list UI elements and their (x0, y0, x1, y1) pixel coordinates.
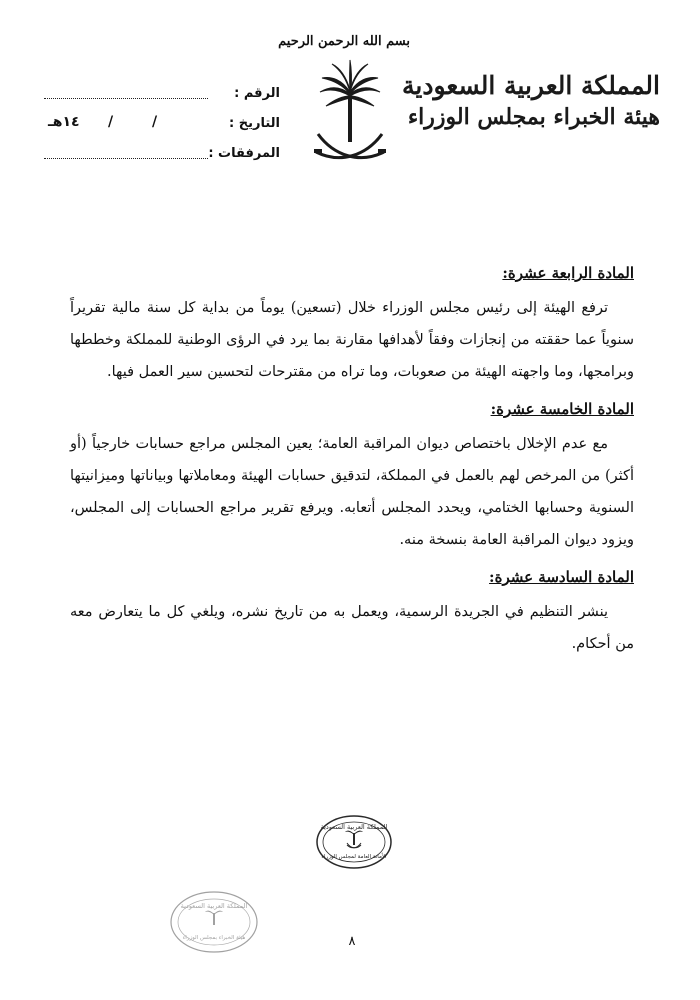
ref-label: الرقم : (234, 86, 280, 101)
official-stamp (314, 812, 394, 872)
palm-swords-emblem-icon (310, 56, 390, 174)
date-separator: / (108, 114, 114, 130)
faint-stamp-text-bottom: هيئة الخبراء بمجلس الوزراء (182, 935, 246, 941)
ref-row (40, 82, 280, 112)
article-15 (70, 398, 634, 556)
attachments-row (40, 142, 280, 172)
letterhead-emblem (278, 32, 410, 182)
date-separator: / (152, 114, 158, 130)
article-heading: المادة الرابعة عشرة: (502, 264, 634, 282)
letterhead-meta (40, 82, 280, 172)
article-heading: المادة الخامسة عشرة: (490, 400, 634, 418)
faint-stamp-emblem-icon (205, 911, 223, 925)
document-body (70, 262, 634, 670)
article-text: مع عدم الإخلال باختصاص ديوان المراقبة العامة؛ يعين المجلس مراجع حسابات خارجياً (أو أكثر) من المرخص لهم بالعمل في المملكة، لتدقيق حسابات الهيئة ومعاملاتها وبياناتها وميزانيتها السنوية وحسابها الختامي، ويحدد المجلس أتعابه. ويرفع تقرير مراجع الحسابات إلى المجلس، ويزود ديوان المراقبة العامة بنسخة منه. (70, 436, 634, 548)
article-text: ترفع الهيئة إلى رئيس مجلس الوزراء خلال (تسعين) يوماً من بداية كل سنة مالية تقريراً سنوياً عما حققته من إنجازات وفقاً لأهدافها مقارنة بما يرد في الرؤى الوطنية للمملكة وخططها وبرامجها، وما واجهته الهيئة من صعوبات، وما تراه من مقترحات لتحسين سير العمل فيها. (70, 300, 634, 380)
date-year-suffix: ١٤هـ (48, 114, 80, 130)
article-14 (70, 262, 634, 388)
stamp-emblem-icon (345, 831, 363, 848)
org-name-kingdom: المملكة العربية السعودية (401, 71, 660, 100)
attachments-line (44, 158, 208, 159)
stamp-text-top: المملكة العربية السعودية (320, 823, 388, 831)
ref-line (44, 98, 208, 99)
article-16 (70, 566, 634, 660)
letterhead-organization (401, 70, 660, 132)
basmala: بسم الله الرحمن الرحيم (278, 34, 410, 49)
article-text: ينشر التنظيم في الجريدة الرسمية، ويعمل به من تاريخ نشره، ويلغي كل ما يتعارض معه من أحكام. (70, 604, 634, 652)
faint-stamp (168, 886, 260, 958)
date-row (40, 112, 280, 142)
stamp-text-bottom: الأمانة العامة لمجلس الوزراء (321, 854, 387, 860)
attachments-label: المرفقات : (208, 146, 280, 161)
date-label: التاريخ : (229, 116, 280, 131)
page-number: ٨ (348, 934, 356, 949)
faint-stamp-text-top: المملكة العربية السعودية (180, 902, 248, 910)
article-heading: المادة السادسة عشرة: (489, 568, 634, 586)
org-name-bureau: هيئة الخبراء بمجلس الوزراء (407, 104, 660, 130)
